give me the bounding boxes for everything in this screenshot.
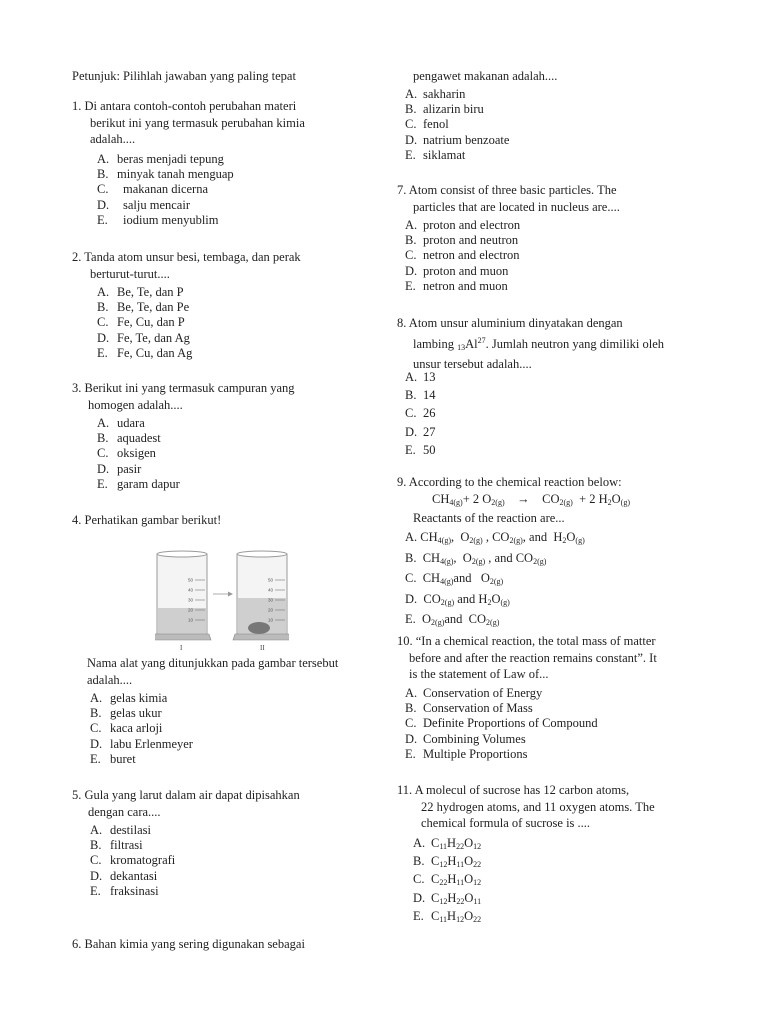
question-8-line: lambing $_{13}Al^{27}$. Jumlah neutron yang dimiliki oleh	[413, 336, 665, 352]
option-c[interactable]: C. makanan dicerna	[97, 182, 209, 197]
option-b[interactable]: B. proton and neutron	[405, 233, 519, 248]
question-10	[397, 634, 657, 682]
option-b[interactable]: B. Conservation of Mass	[405, 701, 533, 716]
option-d[interactable]: D. 27	[405, 424, 436, 439]
question-9	[397, 475, 622, 490]
question-9-line: Reactants of the reaction are...	[413, 511, 565, 525]
question-11-line: 11. A molecul of sucrose has 12 carbon atoms,	[397, 783, 630, 797]
option-d[interactable]: D. Combining Volumes	[405, 731, 526, 746]
option-e[interactable]: E. fraksinasi	[90, 883, 159, 898]
question-4-line: adalah....	[87, 673, 133, 687]
option-c[interactable]: C. Definite Proportions of Compound	[405, 716, 598, 731]
cylinder-ii	[233, 551, 289, 640]
question-10-options	[405, 686, 598, 762]
cylinder-i	[155, 551, 211, 640]
question-2	[72, 250, 301, 283]
option-e[interactable]: E. 50	[405, 442, 436, 457]
question-5-options	[90, 823, 175, 899]
scale-label: 40	[268, 587, 274, 593]
scale-label: 20	[268, 607, 274, 613]
question-5-line: dengan cara....	[88, 805, 161, 819]
question-4-line: Nama alat yang ditunjukkan pada gambar tersebut	[87, 656, 339, 670]
option-b[interactable]: B. aquadest	[97, 431, 161, 446]
question-5-line: 5. Gula yang larut dalam air dapat dipisahkan	[72, 788, 300, 802]
question-1-options	[97, 152, 234, 228]
option-e[interactable]: E. iodium menyublim	[97, 212, 219, 227]
scale-label: 50	[268, 577, 274, 583]
question-9-options	[405, 529, 585, 632]
option-b[interactable]: B. alizarin biru	[405, 102, 484, 117]
scale-label: 30	[188, 597, 194, 603]
option-a[interactable]: A. sakharin	[405, 87, 466, 101]
option-c[interactable]: C. oksigen	[97, 446, 156, 461]
option-e[interactable]: E. garam dapur	[97, 476, 180, 491]
option-c[interactable]: C. fenol	[405, 117, 449, 132]
option-d[interactable]: D. proton and muon	[405, 263, 509, 278]
option-b[interactable]: B. filtrasi	[90, 838, 143, 853]
option-e[interactable]: E. Multiple Proportions	[405, 746, 528, 761]
question-11-options	[413, 836, 481, 927]
arrow-icon	[213, 592, 233, 597]
scale-label: 10	[188, 617, 194, 623]
question-7-line: 7. Atom consist of three basic particles. The	[397, 183, 617, 197]
question-11-line: 22 hydrogen atoms, and 11 oxygen atoms. The	[421, 800, 655, 814]
question-9-line: 9. According to the chemical reaction below:	[397, 475, 622, 489]
scale-label: 20	[188, 607, 194, 613]
question-2-line: berturut-turut....	[90, 267, 170, 281]
question-6-line: 6. Bahan kimia yang sering digunakan sebagai	[72, 937, 305, 951]
question-4-options	[90, 691, 193, 767]
scale-label: 10	[268, 617, 274, 623]
option-c[interactable]: C. $CH_{4(g)}and$ $O_{2(g)}$	[405, 571, 504, 586]
question-4-stem	[87, 656, 338, 689]
arrow-icon: →	[517, 492, 530, 506]
reaction-equation: $CH_{4(g)}+ 2$ $O_{2(g)}$ → $CO_{2(g)} + 2$ $H_2O_{(g)}$	[432, 492, 630, 507]
option-d[interactable]: D. $CO_{2(g)}$ and $H_2O_{(g)}$	[405, 591, 510, 607]
option-c[interactable]: C. $C_{22}H_{11}O_{12}$	[413, 872, 482, 888]
scale-label: 30	[268, 597, 274, 603]
question-2-line: 2. Tanda atom unsur besi, tembaga, dan perak	[72, 250, 301, 264]
question-6-options	[405, 87, 509, 163]
option-d[interactable]: D. labu Erlenmeyer	[90, 736, 193, 751]
question-8-options	[405, 368, 436, 459]
scale-label: 40	[188, 587, 194, 593]
option-d[interactable]: D. $C_{12}H_{22}O_{11}$	[413, 890, 482, 906]
question-1-line: adalah....	[90, 132, 136, 146]
question-6-line: pengawet makanan adalah....	[413, 69, 558, 83]
option-a[interactable]: A. udara	[97, 416, 145, 430]
option-a[interactable]: A. Be, Te, dan P	[97, 285, 184, 299]
option-e[interactable]: E. netron and muon	[405, 278, 508, 293]
question-10-line: 10. “In a chemical reaction, the total mass of matter	[397, 634, 656, 648]
question-1	[72, 99, 305, 147]
scale-label: 50	[188, 577, 194, 583]
question-2-options	[97, 285, 192, 361]
measuring-cylinders-figure	[155, 544, 289, 652]
option-a[interactable]: A. $C_{11}H_{22}O_{12}$	[413, 836, 482, 851]
question-8-line: 8. Atom unsur aluminium dinyatakan dengan	[397, 316, 623, 330]
option-a[interactable]: A. 13	[405, 370, 436, 384]
option-a[interactable]: A. $CH_{4(g)}$, $O_{2(g)}$ , $CO_{2(g)}$, and $H_2O_{(g)}$	[405, 530, 585, 545]
option-c[interactable]: C. kromatografi	[90, 853, 176, 868]
instruction: Petunjuk: Pilihlah jawaban yang paling tepat	[72, 69, 296, 83]
figure-label-ii: II	[260, 644, 265, 652]
question-7	[397, 183, 620, 216]
option-e[interactable]: E. Fe, Cu, dan Ag	[97, 345, 193, 360]
question-10-line: before and after the reaction remains constant”. It	[409, 651, 657, 665]
figure-label-i: I	[180, 644, 183, 652]
question-11	[397, 783, 655, 831]
option-d[interactable]: D. natrium benzoate	[405, 132, 510, 147]
question-6	[72, 937, 305, 952]
question-1-line: berikut ini yang termasuk perubahan kimia	[90, 116, 305, 130]
option-c[interactable]: C. 26	[405, 406, 436, 421]
question-11-line: chemical formula of sucrose is ....	[421, 816, 591, 830]
option-e[interactable]: E. $O_{2(g)}and$ $CO_{2(g)}$	[405, 612, 500, 627]
option-b[interactable]: B. Be, Te, dan Pe	[97, 300, 190, 315]
option-d[interactable]: D. pasir	[97, 461, 142, 476]
option-d[interactable]: D. dekantasi	[90, 868, 158, 883]
option-e[interactable]: E. buret	[90, 751, 136, 766]
option-b[interactable]: B. $CH_{4(g)}$, $O_{2(g)}$ , and $CO_{2(g)}$	[405, 550, 547, 566]
option-d[interactable]: D. Fe, Te, dan Ag	[97, 330, 190, 345]
question-3-line: 3. Berikut ini yang termasuk campuran yang	[72, 381, 295, 395]
option-a[interactable]: A. proton and electron	[405, 218, 521, 232]
question-8-line: unsur tersebut adalah....	[413, 357, 532, 371]
question-3-options	[97, 416, 180, 492]
option-a[interactable]: A. destilasi	[90, 823, 151, 837]
question-1-line: 1. Di antara contoh-contoh perubahan materi	[72, 99, 297, 113]
question-6-continued	[413, 69, 557, 84]
option-a[interactable]: A. beras menjadi tepung	[97, 152, 224, 166]
option-c[interactable]: C. kaca arloji	[90, 721, 163, 736]
option-b[interactable]: B. minyak tanah menguap	[97, 167, 234, 182]
question-3-line: homogen adalah....	[88, 398, 183, 412]
option-b[interactable]: B. gelas ukur	[90, 706, 162, 721]
question-10-line: is the statement of Law of...	[409, 667, 549, 681]
option-b[interactable]: B. $C_{12}H_{11}O_{22}$	[413, 854, 482, 870]
question-8	[397, 316, 664, 372]
option-e[interactable]: E. $C_{11}H_{12}O_{22}$	[413, 908, 482, 924]
option-a[interactable]: A. gelas kimia	[90, 691, 168, 705]
question-5	[72, 788, 300, 821]
option-b[interactable]: B. 14	[405, 388, 436, 403]
option-e[interactable]: E. siklamat	[405, 147, 466, 162]
question-7-line: particles that are located in nucleus are....	[413, 200, 620, 214]
question-4	[72, 513, 221, 528]
question-4-line: 4. Perhatikan gambar berikut!	[72, 513, 222, 527]
option-c[interactable]: C. netron and electron	[405, 248, 520, 263]
option-a[interactable]: A. Conservation of Energy	[405, 686, 543, 700]
question-3	[72, 381, 295, 414]
option-d[interactable]: D. salju mencair	[97, 197, 190, 212]
option-c[interactable]: C. Fe, Cu, dan P	[97, 315, 185, 330]
question-7-options	[405, 218, 520, 294]
